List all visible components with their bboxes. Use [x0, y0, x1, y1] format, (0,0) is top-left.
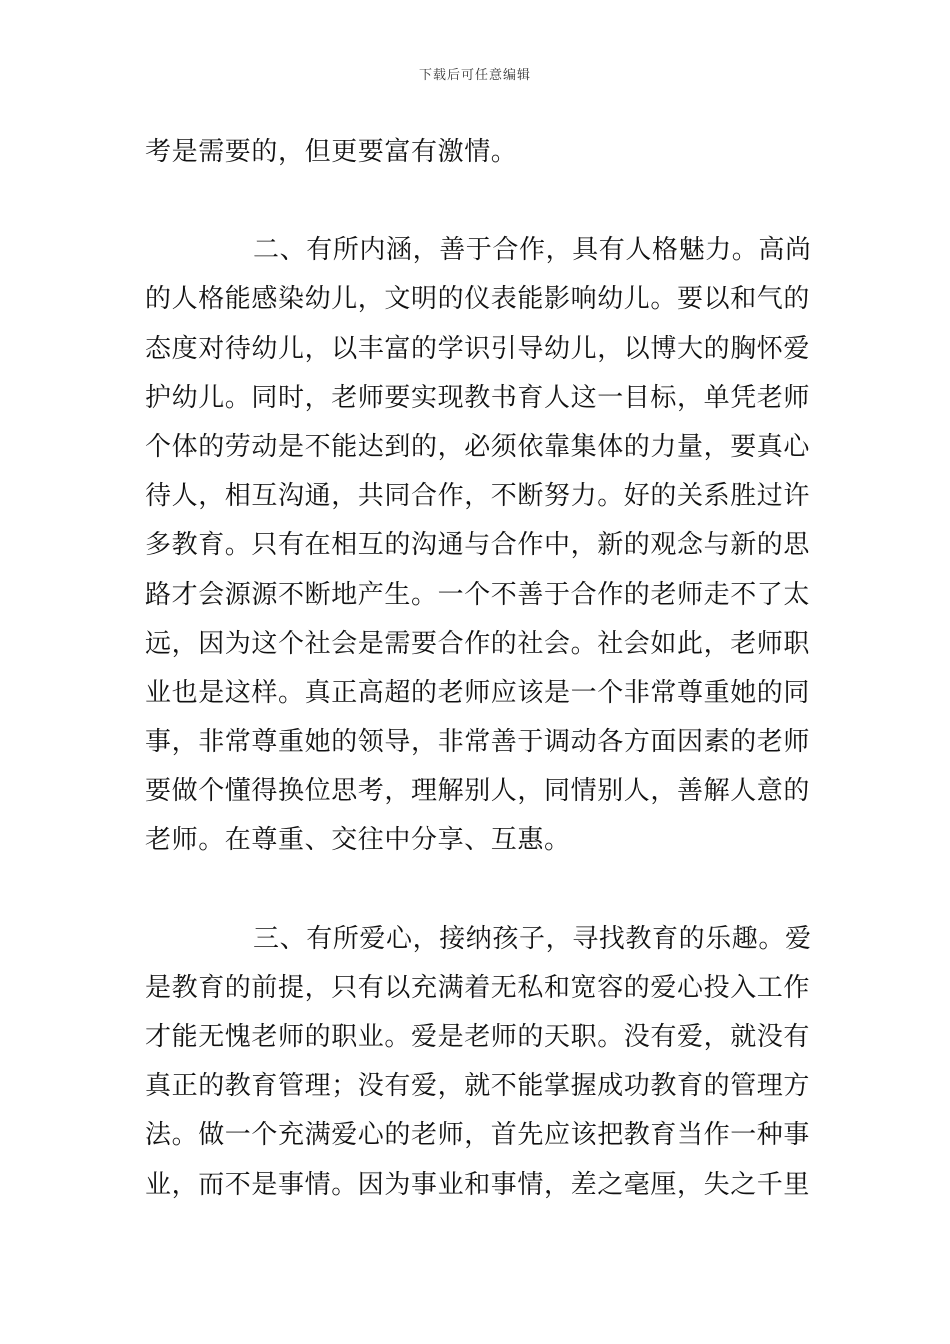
text-line: 考是需要的，但更要富有激情。 [145, 137, 518, 167]
document-body [145, 128, 812, 1210]
text-line: 护幼儿。同时，老师要实现教书育人这一目标，单凭老师 [145, 382, 811, 413]
text-line: 真正的教育管理；没有爱，就不能掌握成功教育的管理方 [145, 1071, 811, 1102]
text-line: 事，非常尊重她的领导，非常善于调动各方面因素的老师 [145, 727, 811, 758]
text-line: 二、有所内涵，善于合作，具有人格魅力。高尚 [253, 235, 812, 266]
text-line: 待人，相互沟通，共同合作，不断努力。好的关系胜过许 [145, 481, 811, 512]
text-line: 的人格能感染幼儿，文明的仪表能影响幼儿。要以和气的 [145, 284, 811, 315]
text-line: 要做个懂得换位思考，理解别人，同情别人，善解人意的 [145, 776, 811, 807]
text-line: 三、有所爱心，接纳孩子，寻找教育的乐趣。爱 [253, 923, 812, 954]
text-line: 个体的劳动是不能达到的，必须依靠集体的力量，要真心 [145, 431, 811, 462]
text-line: 法。做一个充满爱心的老师，首先应该把教育当作一种事 [145, 1120, 811, 1151]
text-line: 态度对待幼儿，以丰富的学识引导幼儿，以博大的胸怀爱 [145, 333, 811, 364]
text-line: 路才会源源不断地产生。一个不善于合作的老师走不了太 [145, 579, 811, 610]
text-line: 业也是这样。真正高超的老师应该是一个非常尊重她的同 [145, 677, 811, 708]
paragraph-gap [145, 177, 807, 226]
text-line: 老师。在尊重、交往中分享、互惠。 [145, 825, 571, 856]
paragraph-2 [145, 226, 812, 865]
page-header: 下载后可任意编辑 [418, 68, 531, 83]
paragraph-gap [145, 866, 807, 915]
paragraph-3 [145, 915, 812, 1210]
text-line: 多教育。只有在相互的沟通与合作中，新的观念与新的思 [145, 530, 811, 561]
text-line: 业，而不是事情。因为事业和事情，差之毫厘，失之千里 [145, 1169, 811, 1200]
text-line: 才能无愧老师的职业。爱是老师的天职。没有爱，就没有 [145, 1022, 811, 1052]
text-line: 远，因为这个社会是需要合作的社会。社会如此，老师职 [145, 628, 811, 659]
text-line: 是教育的前提，只有以充满着无私和宽容的爱心投入工作 [145, 972, 811, 1003]
